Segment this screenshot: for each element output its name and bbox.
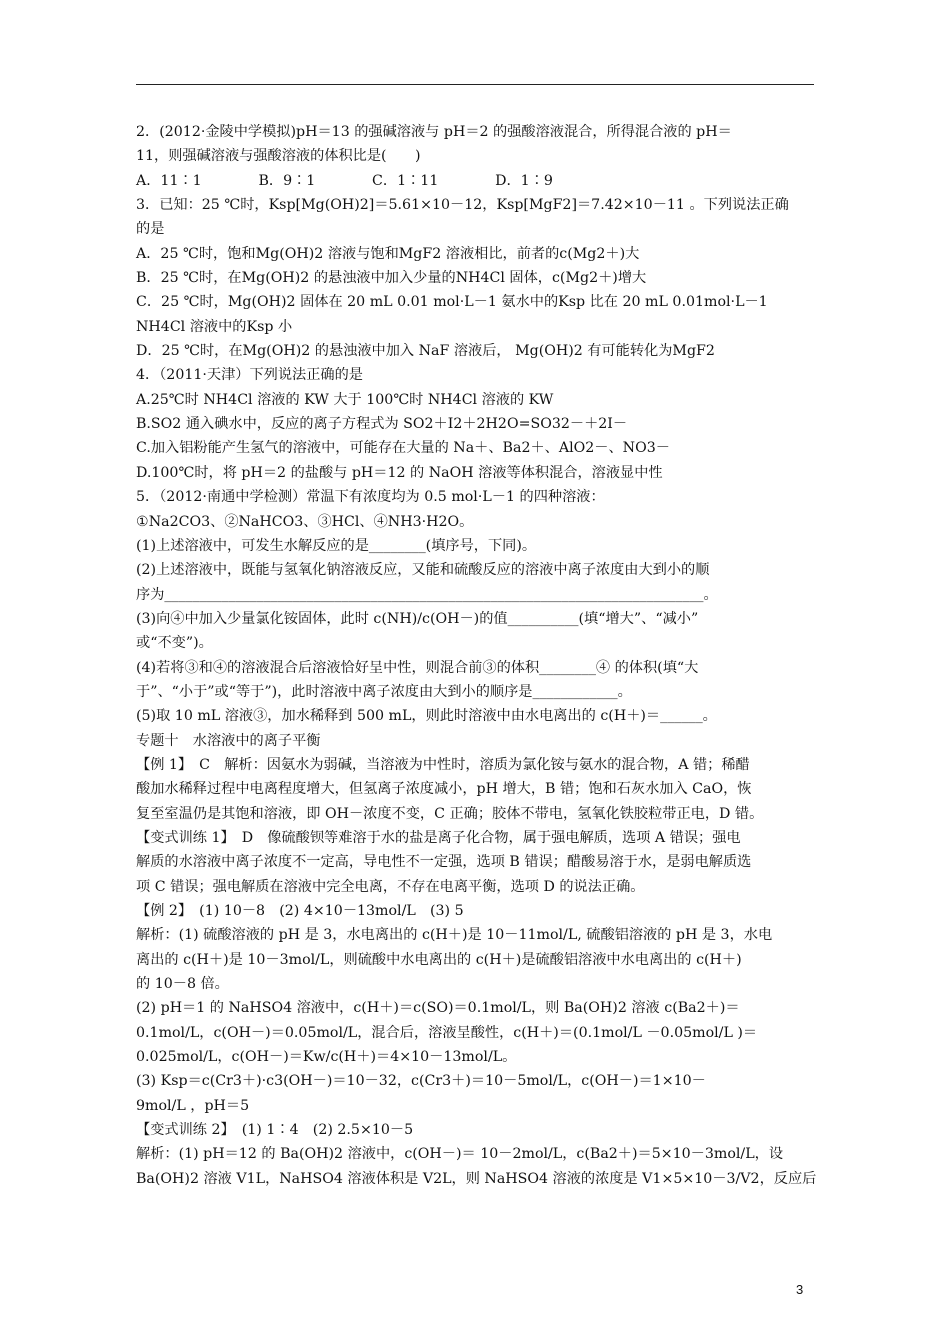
text-line: A．25 ℃时，饱和Mg(OH)2 溶液与饱和MgF2 溶液相比，前者的c(Mg2＋)大 — [136, 245, 640, 262]
text-line: 的是 — [136, 221, 165, 238]
text-line: 的 10－8 倍。 — [136, 976, 229, 993]
text-line: (2)上述溶液中，既能与氢氧化钠溶液反应，又能和硫酸反应的溶液中离子浓度由大到小的顺 — [136, 562, 710, 579]
text-line: A.25℃时 NH4Cl 溶液的 KW 大于 100℃时 NH4Cl 溶液的 KW — [136, 391, 554, 408]
text-line: D.100℃时，将 pH＝2 的盐酸与 pH＝12 的 NaOH 溶液等体积混合，溶液显中性 — [136, 464, 663, 481]
text-line: A．11∶1 B．9∶1 C．1∶11 D．1∶9 — [136, 172, 553, 189]
page-number: 3 — [796, 1282, 804, 1297]
text-line: 【例 2】 (1) 10－8 (2) 4×10－13mol/L (3) 5 — [136, 903, 464, 919]
text-line: 序为____________________________________________________________________________。 — [136, 586, 718, 603]
text-line: 解析：(1) 硫酸溶液的 pH 是 3，水电离出的 c(H＋)是 10－11mol/L, 硫酸铝溶液的 pH 是 3，水电 — [136, 927, 773, 944]
text-line: B．25 ℃时，在Mg(OH)2 的悬浊液中加入少量的NH4Cl 固体，c(Mg2＋)增大 — [136, 270, 647, 287]
text-line: NH4Cl 溶液中的Ksp 小 — [136, 318, 293, 335]
text-line: 0.1mol/L，c(OH－)＝0.05mol/L，混合后，溶液呈酸性，c(H＋)＝(0.1mol/L －0.05mol/L )＝ — [136, 1024, 758, 1041]
text-line: 4．（2011·天津）下列说法正确的是 — [136, 367, 363, 384]
text-line: 9mol/L ，pH＝5 — [136, 1097, 250, 1114]
text-line: 或“不变”)。 — [136, 635, 213, 652]
text-line: 11，则强碱溶液与强酸溶液的体积比是( ) — [136, 148, 421, 165]
text-line: 解质的水溶液中离子浓度不一定高，导电性不一定强，选项 B 错误；醋酸易溶于水，是弱电解质选 — [136, 854, 752, 871]
header-rule — [136, 84, 814, 85]
text-line: 3．已知：25 ℃时，Ksp[Mg(OH)2]＝5.61×10－12，Ksp[MgF2]＝7.42×10－11 。下列说法正确 — [136, 197, 789, 214]
text-line: (1)上述溶液中，可发生水解反应的是________(填序号，下同)。 — [136, 537, 537, 554]
text-line: C.加入铝粉能产生氢气的溶液中，可能存在大量的 Na＋、Ba2＋、AlO2－、NO3－ — [136, 440, 670, 457]
text-line: 复至室温仍是其饱和溶液，即 OH－浓度不变，C 正确；胶体不带电，氢氧化铁胶粒带正电，D 错。 — [136, 805, 764, 822]
text-line: 【变式训练 2】 (1) 1∶4 (2) 2.5×10－5 — [136, 1122, 414, 1139]
text-line: Ba(OH)2 溶液 V1L，NaHSO4 溶液体积是 V2L，则 NaHSO4 溶液的浓度是 V1×5×10－3/V2，反应后 — [136, 1170, 817, 1187]
text-line: (5)取 10 mL 溶液③，加水稀释到 500 mL，则此时溶液中由水电离出的 c(H＋)＝______。 — [136, 708, 717, 725]
text-line: 项 C 错误；强电解质在溶液中完全电离，不存在电离平衡，选项 D 的说法正确。 — [136, 878, 645, 895]
text-line: 酸加水稀释过程中电离程度增大，但氢离子浓度减小，pH 增大，B 错；饱和石灰水加入 CaO，恢 — [136, 781, 752, 798]
section-title: 专题十 水溶液中的离子平衡 — [136, 732, 321, 749]
text-line: 于”、“小于”或“等于”)，此时溶液中离子浓度由大到小的顺序是____________。 — [136, 683, 632, 700]
text-line: 【例 1】 C 解析：因氨水为弱碱，当溶液为中性时，溶质为氯化铵与氨水的混合物，A 错；稀醋 — [136, 756, 750, 773]
text-line: 5．（2012·南通中学检测）常温下有浓度均为 0.5 mol·L－1 的四种溶液： — [136, 489, 605, 506]
text-line: B.SO2 通入碘水中，反应的离子方程式为 SO2＋I2＋2H2O=SO32－＋2I－ — [136, 416, 628, 433]
text-line: 2．(2012·金陵中学模拟)pH＝13 的强碱溶液与 pH＝2 的强酸溶液混合，所得混合液的 pH＝ — [136, 124, 732, 140]
text-line: (2) pH＝1 的 NaHSO4 溶液中，c(H＋)＝c(SO)＝0.1mol/L，则 Ba(OH)2 溶液 c(Ba2＋)＝ — [136, 1000, 740, 1017]
text-line: 0.025mol/L，c(OH－)＝Kw/c(H＋)＝4×10－13mol/L。 — [136, 1049, 517, 1066]
text-line: (3) Ksp＝c(Cr3＋)·c3(OH－)＝10－32，c(Cr3＋)＝10－5mol/L，c(OH－)＝1×10－ — [136, 1073, 706, 1090]
document-body — [136, 120, 816, 1191]
text-line: ①Na2CO3、②NaHCO3、③HCl、④NH3·H2O。 — [136, 513, 474, 530]
text-line: 解析：(1) pH＝12 的 Ba(OH)2 溶液中，c(OH－)＝ 10－2mol/L，c(Ba2＋)＝5×10－3mol/L，设 — [136, 1146, 784, 1163]
text-line: 【变式训练 1】 D 像硫酸钡等难溶于水的盐是离子化合物，属于强电解质，选项 A 错误；强电 — [136, 829, 741, 846]
text-line: C．25 ℃时，Mg(OH)2 固体在 20 mL 0.01 mol·L－1 氨水中的Ksp 比在 20 mL 0.01mol·L－1 — [136, 294, 768, 311]
text-line: D．25 ℃时，在Mg(OH)2 的悬浊液中加入 NaF 溶液后， Mg(OH)2 有可能转化为MgF2 — [136, 343, 715, 360]
text-line: (3)向④中加入少量氯化铵固体，此时 c(NH)/c(OH－)的值__________(填“增大”、“减小” — [136, 610, 699, 627]
text-line: (4)若将③和④的溶液混合后溶液恰好呈中性，则混合前③的体积________④ 的体积(填“大 — [136, 659, 699, 676]
text-line: 离出的 c(H＋)是 10－3mol/L，则硫酸中水电离出的 c(H＋)是硫酸铝溶液中水电离出的 c(H＋) — [136, 951, 742, 968]
